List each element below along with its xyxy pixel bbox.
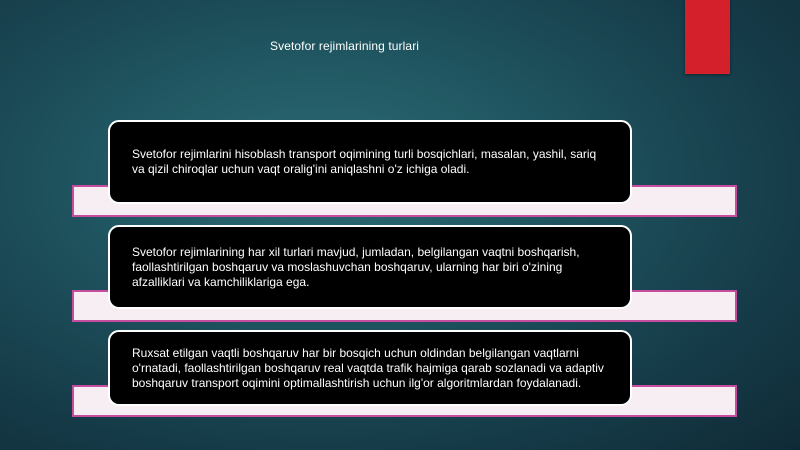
accent-tab [685, 0, 730, 74]
card-text-2: Svetofor rejimlarining har xil turlari mavjud, jumladan, belgilangan vaqtni boshqarish, faollashtirilgan boshqaruv va moslashuvchan boshqaruv, ularning har biri o'zining afzalliklari va kamchiliklariga ega. [132, 244, 580, 289]
text-card-3 [108, 330, 632, 406]
card-text-1: Svetofor rejimlarini hisoblash transport oqimining turli bosqichlari, masalan, yashil, sariq va qizil chiroqlar uchun vaqt oralig'ini aniqlashni o'z ichiga oladi. [132, 147, 597, 176]
text-card-2 [108, 225, 632, 309]
slide-title: Svetofor rejimlarining turlari [270, 39, 420, 53]
card-text-3: Ruxsat etilgan vaqtli boshqaruv har bir bosqich uchun oldindan belgilangan vaqtlarni o'rnatadi, faollashtirilgan boshqaruv real vaqtda trafik hajmiga qarab sozlanadi va adaptiv boshqaruv transport oqimini optimallashtirish uchun ilg'or algoritmlardan foydalanadi. [132, 345, 604, 390]
text-card-1 [108, 120, 632, 204]
